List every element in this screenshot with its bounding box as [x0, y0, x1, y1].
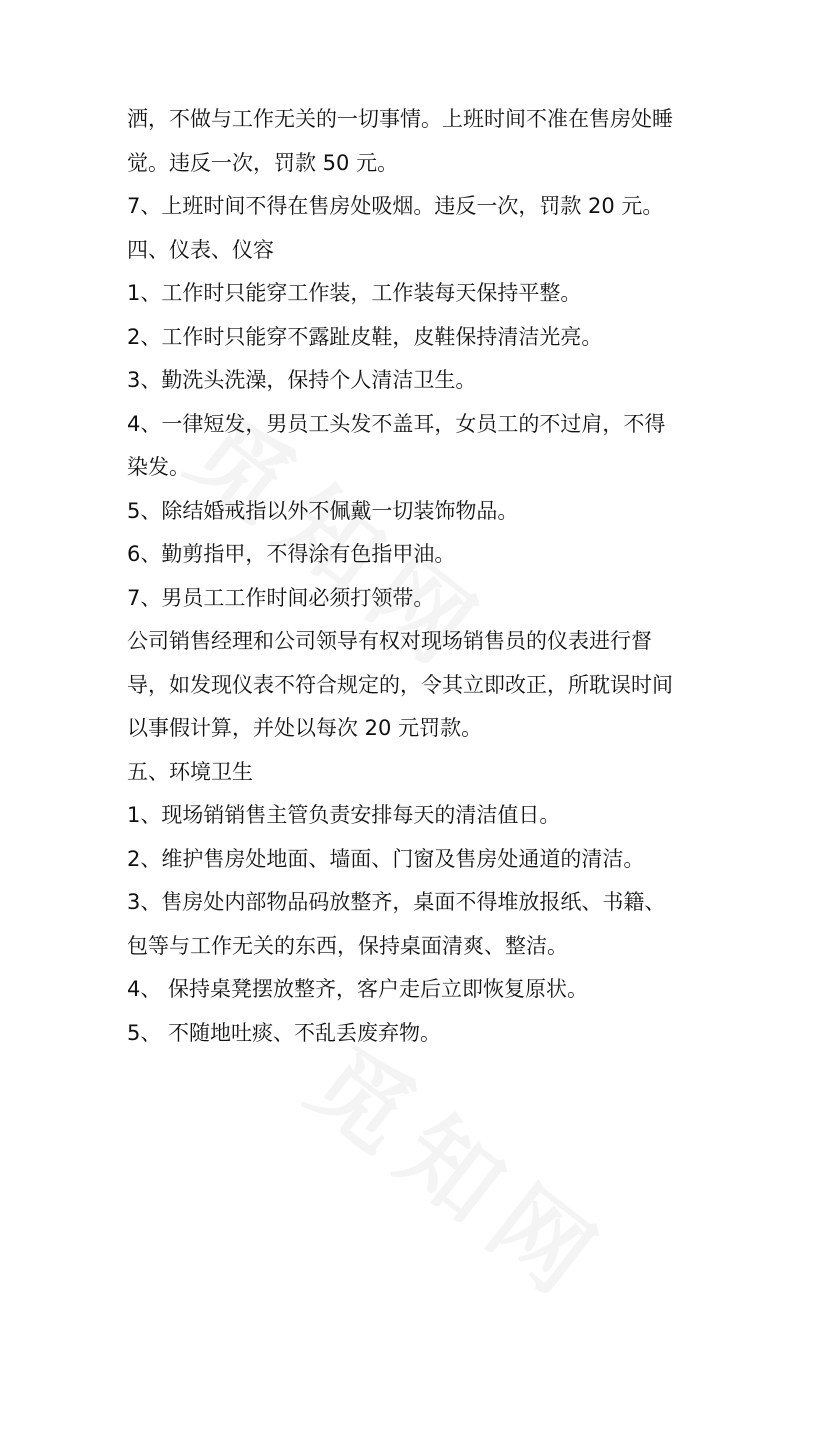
- text-line: 5、除结婚戒指以外不佩戴一切装饰物品。: [127, 498, 519, 523]
- text-line: 6、勤剪指甲，不得涂有色指甲油。: [127, 542, 456, 566]
- text-line: 洒，不做与工作无关的一切事情。上班时间不准在售房处睡: [127, 107, 673, 131]
- text-line: 1、现场销销售主管负责安排每天的清洁值日。: [127, 803, 561, 827]
- text-line: 2、维护售房处地面、墙面、门窗及售房处通道的清洁。: [127, 846, 645, 871]
- section-heading: 五、环境卫生: [127, 759, 253, 784]
- text-line: 4、 保持桌凳摆放整齐，客户走后立即恢复原状。: [127, 977, 589, 1001]
- watermark: [296, 1010, 780, 1425]
- text-line: 3、售房处内部物品码放整齐，桌面不得堆放报纸、书籍、: [127, 890, 666, 914]
- text-line: 4、一律短发，男员工头发不盖耳，女员工的不过肩，不得: [127, 411, 666, 436]
- text-line: 5、 不随地吐痰、不乱丢废弃物。: [127, 1020, 442, 1045]
- text-line: 染发。: [127, 455, 190, 479]
- text-line: 2、工作时只能穿不露趾皮鞋，皮鞋保持清洁光亮。: [127, 324, 603, 349]
- text-line: 包等与工作无关的东西，保持桌面清爽、整洁。: [127, 933, 568, 958]
- text-line: 3、勤洗头洗澡，保持个人清洁卫生。: [127, 368, 477, 392]
- text-line: 以事假计算，并处以每次 20 元罚款。: [127, 716, 483, 740]
- text-line: 7、上班时间不得在售房处吸烟。违反一次，罚款 20 元。: [127, 194, 664, 218]
- section-heading: 四、仪表、仪容: [127, 237, 274, 262]
- text-line: 公司销售经理和公司领导有权对现场销售员的仪表进行督: [127, 629, 652, 653]
- text-line: 导，如发现仪表不符合规定的，令其立即改正，所耽误时间: [127, 672, 673, 697]
- text-line: 1、工作时只能穿工作装，工作装每天保持平整。: [127, 281, 582, 305]
- text-line: 7、男员工工作时间必须打领带。: [127, 585, 435, 610]
- text-line: 觉。违反一次，罚款 50 元。: [127, 150, 399, 175]
- document-body: [127, 98, 712, 1055]
